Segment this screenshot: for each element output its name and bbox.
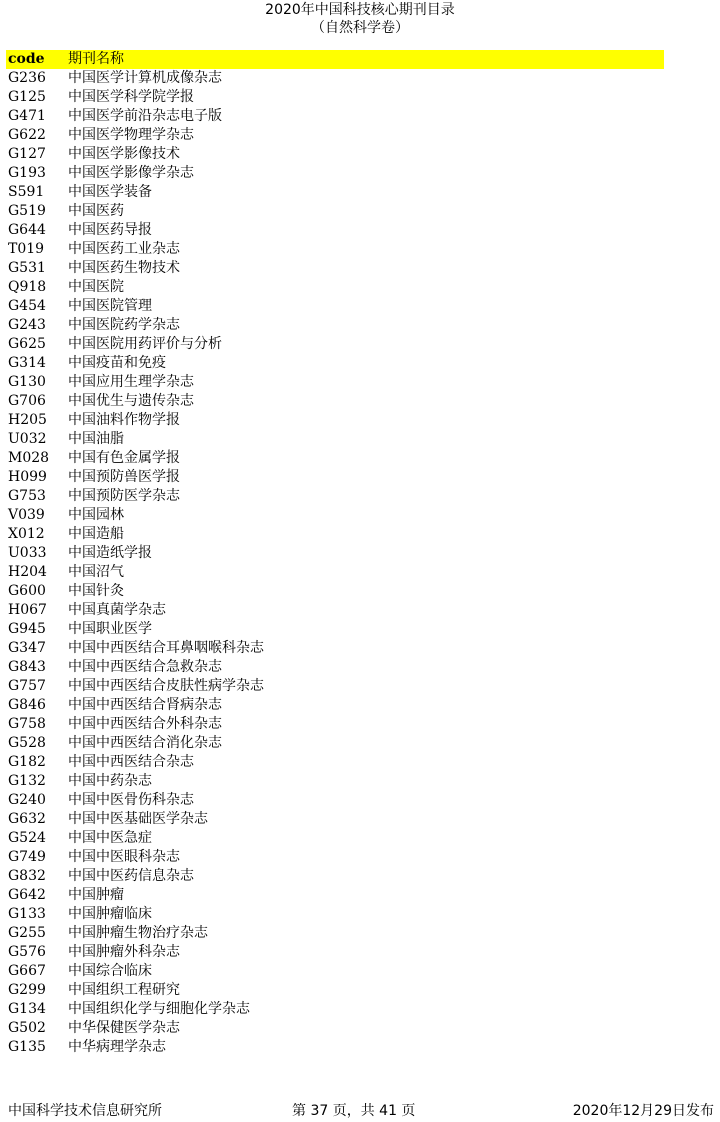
journal-name: 中国中药杂志 bbox=[68, 773, 152, 789]
table-row bbox=[6, 525, 664, 544]
table-row bbox=[6, 202, 664, 221]
journal-code: V039 bbox=[8, 507, 45, 523]
journal-code: G758 bbox=[8, 716, 46, 732]
journal-name: 中国肿瘤外科杂志 bbox=[68, 944, 180, 960]
table-row bbox=[6, 867, 664, 886]
table-row bbox=[6, 829, 664, 848]
footer-date: 2020年12月29日发布 bbox=[572, 1103, 714, 1119]
journal-code: G502 bbox=[8, 1020, 46, 1036]
journal-code: G314 bbox=[8, 355, 46, 371]
table-row bbox=[6, 943, 664, 962]
journal-name: 中国园林 bbox=[68, 507, 124, 523]
journal-code: G749 bbox=[8, 849, 46, 865]
table-row bbox=[6, 107, 664, 126]
journal-code: H099 bbox=[8, 469, 47, 485]
journal-code: G832 bbox=[8, 868, 46, 884]
table-row bbox=[6, 544, 664, 563]
journal-name: 中国疫苗和免疫 bbox=[68, 355, 166, 371]
table-row bbox=[6, 962, 664, 981]
journal-name: 中国医药导报 bbox=[68, 222, 152, 238]
journal-name: 中国组织化学与细胞化学杂志 bbox=[68, 1001, 250, 1017]
journal-name: 中国组织工程研究 bbox=[68, 982, 180, 998]
journal-code: U033 bbox=[8, 545, 47, 561]
journal-table bbox=[6, 69, 664, 1057]
journal-name: 中国应用生理学杂志 bbox=[68, 374, 194, 390]
table-row bbox=[6, 297, 664, 316]
journal-code: G528 bbox=[8, 735, 46, 751]
journal-name: 中国医学装备 bbox=[68, 184, 152, 200]
table-header bbox=[6, 50, 664, 69]
journal-name: 中国中医药信息杂志 bbox=[68, 868, 194, 884]
journal-code: G945 bbox=[8, 621, 46, 637]
journal-code: G243 bbox=[8, 317, 46, 333]
journal-code: G622 bbox=[8, 127, 46, 143]
table-row bbox=[6, 145, 664, 164]
journal-name: 中国中西医结合耳鼻咽喉科杂志 bbox=[68, 640, 264, 656]
journal-code: M028 bbox=[8, 450, 50, 466]
journal-name: 中国医学科学院学报 bbox=[68, 89, 194, 105]
journal-code: G667 bbox=[8, 963, 46, 979]
table-row bbox=[6, 506, 664, 525]
journal-name: 中国造船 bbox=[68, 526, 124, 542]
document-subtitle: （自然科学卷） bbox=[311, 20, 409, 36]
table-row bbox=[6, 88, 664, 107]
journal-name: 中国中医眼科杂志 bbox=[68, 849, 180, 865]
journal-name: 中国真菌学杂志 bbox=[68, 602, 166, 618]
journal-code: G347 bbox=[8, 640, 46, 656]
journal-name: 中国预防医学杂志 bbox=[68, 488, 180, 504]
journal-code: G625 bbox=[8, 336, 46, 352]
journal-name: 中国医学影像学杂志 bbox=[68, 165, 194, 181]
journal-name: 中国肿瘤 bbox=[68, 887, 124, 903]
table-row bbox=[6, 696, 664, 715]
journal-code: G125 bbox=[8, 89, 46, 105]
journal-name: 中国医药工业杂志 bbox=[68, 241, 180, 257]
journal-code: G240 bbox=[8, 792, 46, 808]
table-row bbox=[6, 468, 664, 487]
table-row bbox=[6, 601, 664, 620]
table-row bbox=[6, 392, 664, 411]
table-row bbox=[6, 772, 664, 791]
journal-code: G843 bbox=[8, 659, 46, 675]
table-row bbox=[6, 487, 664, 506]
table-row bbox=[6, 278, 664, 297]
journal-code: G576 bbox=[8, 944, 46, 960]
journal-code: H067 bbox=[8, 602, 47, 618]
journal-code: G182 bbox=[8, 754, 46, 770]
journal-name: 中国中西医结合皮肤性病学杂志 bbox=[68, 678, 264, 694]
journal-name: 中国医院管理 bbox=[68, 298, 152, 314]
header-code: code bbox=[8, 51, 45, 67]
journal-code: Q918 bbox=[8, 279, 47, 295]
journal-name: 中国医学物理学杂志 bbox=[68, 127, 194, 143]
journal-code: G531 bbox=[8, 260, 46, 276]
journal-code: G642 bbox=[8, 887, 46, 903]
journal-code: G753 bbox=[8, 488, 46, 504]
table-row bbox=[6, 1000, 664, 1019]
journal-code: G135 bbox=[8, 1039, 46, 1055]
journal-name: 中国造纸学报 bbox=[68, 545, 152, 561]
journal-name: 中国中西医结合杂志 bbox=[68, 754, 194, 770]
journal-name: 中国中医基础医学杂志 bbox=[68, 811, 208, 827]
table-row bbox=[6, 259, 664, 278]
table-row bbox=[6, 316, 664, 335]
journal-code: G524 bbox=[8, 830, 46, 846]
journal-code: G757 bbox=[8, 678, 46, 694]
journal-name: 中国医院用药评价与分析 bbox=[68, 336, 222, 352]
journal-code: G127 bbox=[8, 146, 46, 162]
footer-page-number: 第 37 页，共 41 页 bbox=[292, 1103, 416, 1119]
journal-name: 中国优生与遗传杂志 bbox=[68, 393, 194, 409]
journal-code: G706 bbox=[8, 393, 46, 409]
table-row bbox=[6, 639, 664, 658]
journal-name: 中国油脂 bbox=[68, 431, 124, 447]
journal-name: 中国中西医结合消化杂志 bbox=[68, 735, 222, 751]
journal-name: 中国医学影像技术 bbox=[68, 146, 180, 162]
table-row bbox=[6, 924, 664, 943]
journal-name: 中国中西医结合急救杂志 bbox=[68, 659, 222, 675]
journal-code: G299 bbox=[8, 982, 46, 998]
table-row bbox=[6, 354, 664, 373]
journal-name: 中国医药生物技术 bbox=[68, 260, 180, 276]
table-row bbox=[6, 1038, 664, 1057]
table-row bbox=[6, 677, 664, 696]
table-row bbox=[6, 810, 664, 829]
journal-code: S591 bbox=[8, 184, 45, 200]
journal-name: 中国沼气 bbox=[68, 564, 124, 580]
journal-code: G236 bbox=[8, 70, 46, 86]
journal-code: G644 bbox=[8, 222, 46, 238]
table-row bbox=[6, 69, 664, 88]
journal-name: 中国肿瘤生物治疗杂志 bbox=[68, 925, 208, 941]
table-row bbox=[6, 582, 664, 601]
journal-code: G600 bbox=[8, 583, 46, 599]
journal-name: 中国针灸 bbox=[68, 583, 124, 599]
journal-code: G132 bbox=[8, 773, 46, 789]
journal-name: 中国医院药学杂志 bbox=[68, 317, 180, 333]
journal-code: G255 bbox=[8, 925, 46, 941]
table-row bbox=[6, 240, 664, 259]
journal-name: 中国医药 bbox=[68, 203, 124, 219]
header-name: 期刊名称 bbox=[68, 51, 124, 67]
journal-name: 中国医院 bbox=[68, 279, 124, 295]
journal-name: 中国中西医结合外科杂志 bbox=[68, 716, 222, 732]
table-row bbox=[6, 449, 664, 468]
document-title: 2020年中国科技核心期刊目录 bbox=[265, 2, 455, 18]
table-row bbox=[6, 715, 664, 734]
journal-code: G133 bbox=[8, 906, 46, 922]
journal-name: 中国油料作物学报 bbox=[68, 412, 180, 428]
journal-name: 中国中医骨伤科杂志 bbox=[68, 792, 194, 808]
journal-name: 中国中西医结合肾病杂志 bbox=[68, 697, 222, 713]
journal-code: G519 bbox=[8, 203, 46, 219]
journal-code: H205 bbox=[8, 412, 47, 428]
journal-code: H204 bbox=[8, 564, 47, 580]
footer-publisher: 中国科学技术信息研究所 bbox=[8, 1103, 162, 1119]
journal-code: G632 bbox=[8, 811, 46, 827]
table-row bbox=[6, 658, 664, 677]
journal-code: G134 bbox=[8, 1001, 46, 1017]
journal-code: G846 bbox=[8, 697, 46, 713]
table-row bbox=[6, 886, 664, 905]
table-row bbox=[6, 411, 664, 430]
table-row bbox=[6, 791, 664, 810]
table-row bbox=[6, 905, 664, 924]
table-row bbox=[6, 620, 664, 639]
table-row bbox=[6, 335, 664, 354]
table-row bbox=[6, 753, 664, 772]
journal-name: 中国医学前沿杂志电子版 bbox=[68, 108, 222, 124]
journal-code: G130 bbox=[8, 374, 46, 390]
journal-name: 中国中医急症 bbox=[68, 830, 152, 846]
table-row bbox=[6, 848, 664, 867]
journal-name: 中国肿瘤临床 bbox=[68, 906, 152, 922]
table-row bbox=[6, 164, 664, 183]
journal-name: 中华保健医学杂志 bbox=[68, 1020, 180, 1036]
journal-name: 中国预防兽医学报 bbox=[68, 469, 180, 485]
table-row bbox=[6, 981, 664, 1000]
table-row bbox=[6, 183, 664, 202]
table-row bbox=[6, 734, 664, 753]
journal-name: 中国职业医学 bbox=[68, 621, 152, 637]
journal-code: U032 bbox=[8, 431, 47, 447]
journal-name: 中国有色金属学报 bbox=[68, 450, 180, 466]
table-row bbox=[6, 221, 664, 240]
journal-code: G193 bbox=[8, 165, 46, 181]
journal-name: 中华病理学杂志 bbox=[68, 1039, 166, 1055]
journal-code: G471 bbox=[8, 108, 46, 124]
journal-name: 中国医学计算机成像杂志 bbox=[68, 70, 222, 86]
journal-code: X012 bbox=[8, 526, 45, 542]
table-row bbox=[6, 430, 664, 449]
journal-code: G454 bbox=[8, 298, 46, 314]
journal-name: 中国综合临床 bbox=[68, 963, 152, 979]
table-row bbox=[6, 563, 664, 582]
table-row bbox=[6, 126, 664, 145]
table-row bbox=[6, 1019, 664, 1038]
table-row bbox=[6, 373, 664, 392]
journal-code: T019 bbox=[8, 241, 45, 257]
